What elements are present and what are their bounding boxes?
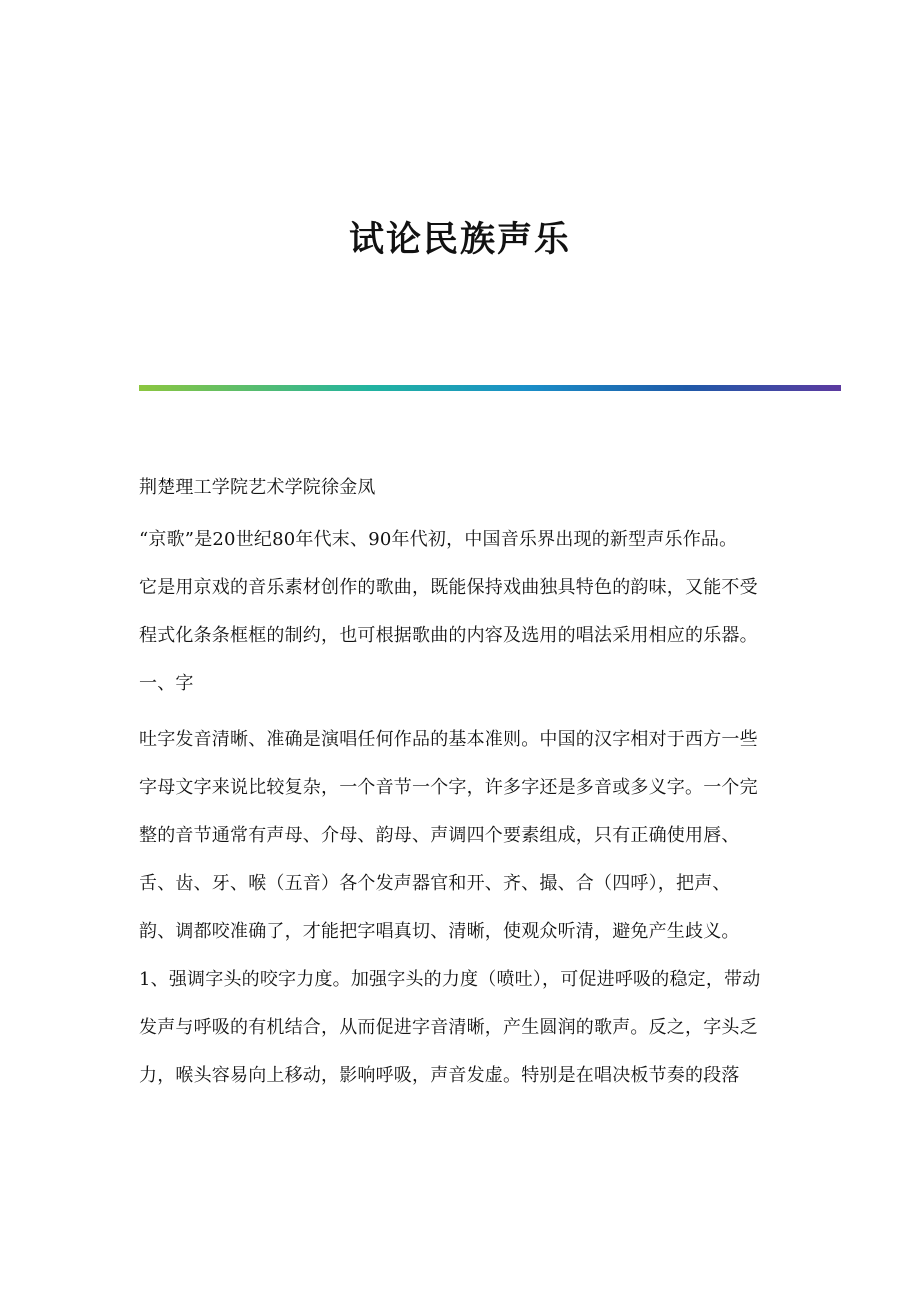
text-line: 整的音节通常有声母、介母、韵母、声调四个要素组成，只有正确使用唇、 xyxy=(139,825,740,846)
title-divider xyxy=(139,385,841,391)
text-line: 韵、调都咬准确了，才能把字唱真切、清晰，使观众听清，避免产生歧义。 xyxy=(139,921,740,942)
text-line: 舌、齿、牙、喉（五音）各个发声器官和开、齐、撮、合（四呼），把声、 xyxy=(139,873,731,894)
document-body xyxy=(139,464,789,1100)
section-heading: 一、字 xyxy=(139,673,194,694)
text-line: 发声与呼吸的有机结合，从而促进字音清晰，产生圆润的歌声。反之，字头乏 xyxy=(139,1017,758,1038)
point-1-paragraph xyxy=(139,956,789,1100)
author-line: 荆楚理工学院艺术学院徐金凤 xyxy=(139,477,376,498)
text-line: “京歌”是20世纪80年代末、90年代初，中国音乐界出现的新型声乐作品。 xyxy=(139,529,738,550)
text-line: 它是用京戏的音乐素材创作的歌曲，既能保持戏曲独具特色的韵味，又能不受 xyxy=(139,577,758,598)
text-line: 1、强调字头的咬字力度。加强字头的力度（喷吐），可促进呼吸的稳定，带动 xyxy=(139,969,761,990)
section-paragraph xyxy=(139,716,789,956)
text-line: 吐字发音清晰、准确是演唱任何作品的基本准则。中国的汉字相对于西方一些 xyxy=(139,729,758,750)
intro-paragraph xyxy=(139,516,789,660)
text-line: 力，喉头容易向上移动，影响呼吸，声音发虚。特别是在唱决板节奏的段落 xyxy=(139,1065,740,1086)
document-title: 试论民族声乐 xyxy=(348,219,571,260)
text-line: 字母文字来说比较复杂，一个音节一个字，许多字还是多音或多义字。一个完 xyxy=(139,777,758,798)
text-line: 程式化条条框框的制约，也可根据歌曲的内容及选用的唱法采用相应的乐器。 xyxy=(139,625,758,646)
